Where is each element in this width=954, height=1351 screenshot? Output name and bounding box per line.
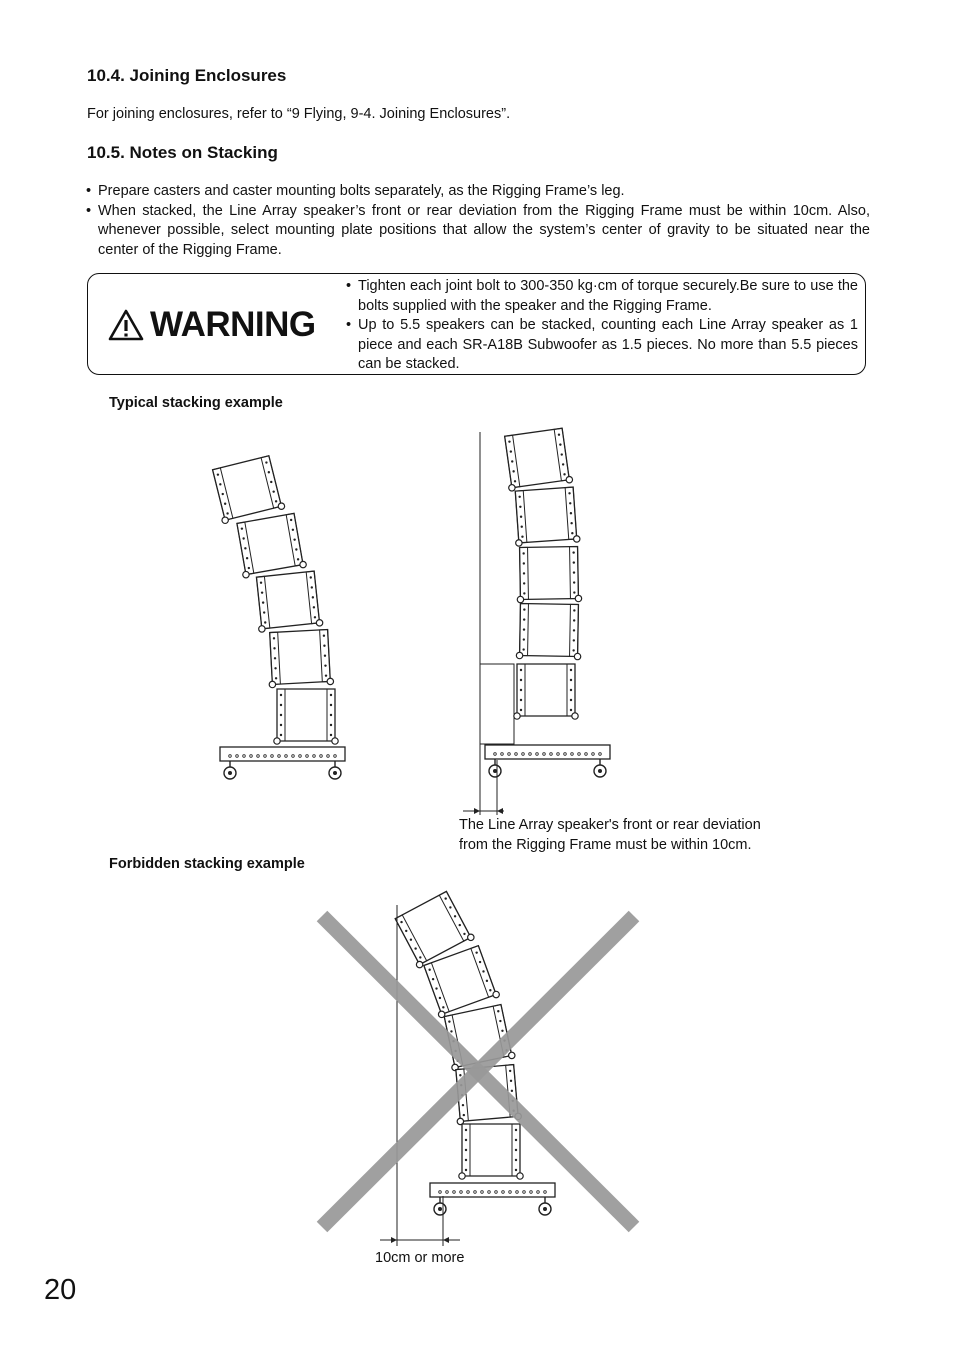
rail-hole [444,897,446,899]
rail-hole [572,551,574,553]
rail-hole [520,709,522,711]
rail-hole [217,473,219,475]
rail-hole [523,582,525,584]
rail-hole [313,606,315,608]
rail-hole [465,1139,467,1141]
joint-bracket [468,934,474,940]
rail-hole [314,616,316,618]
rail-hole [226,512,228,514]
rail-hole [312,596,314,598]
rail-hole [523,618,525,620]
joint-bracket [509,485,515,491]
rail-hole [520,516,522,518]
joint-bracket [332,738,338,744]
rail-hole [297,558,299,560]
rail-hole [523,592,525,594]
rail-hole [573,629,575,631]
rail-hole [265,461,267,463]
rail-hole [569,502,571,504]
rail-hole [521,535,523,537]
rail-hole [515,1159,517,1161]
rail-hole [573,639,575,641]
rail-hole [295,548,297,550]
joint-bracket [516,540,522,546]
caster-hub [438,1207,442,1211]
caster-hub [543,1207,547,1211]
rail-hole [414,947,416,949]
speaker-enclosure [237,513,303,574]
rail-hole [275,677,277,679]
rail-hole [515,1129,517,1131]
caster-hub [228,771,232,775]
arrow-head [391,1237,397,1243]
rail-hole [573,561,575,563]
rail-hole [573,581,575,583]
rail-hole [330,714,332,716]
rigging-frame [430,1183,555,1197]
rail-hole [459,924,461,926]
rail-hole [280,694,282,696]
rail-hole [462,1104,464,1106]
rail-hole [246,557,248,559]
rigging-frame [220,747,345,761]
rail-hole [512,470,514,472]
rail-hole [293,538,295,540]
rail-hole [442,1006,444,1008]
rail-hole [510,450,512,452]
rail-hole [523,572,525,574]
rail-hole [521,526,523,528]
rail-hole [509,1070,511,1072]
speaker-enclosure [505,428,570,488]
rail-hole [499,1020,501,1022]
rail-hole [520,679,522,681]
rail-hole [219,483,221,485]
rail-hole [515,1149,517,1151]
rail-hole [568,492,570,494]
rail-hole [263,611,265,613]
list-item: • Up to 5.5 speakers can be stacked, counting each Line Array speaker as 1 piece and each SR-A18B Subwoofer as 1.5 pieces. No more than 5.5 pieces can be stacked. [346,316,858,375]
rail-hole [448,1020,450,1022]
rail-hole [508,440,510,442]
rail-hole [459,1074,461,1076]
rail-hole [280,724,282,726]
rail-hole [405,930,407,932]
rail-hole [520,669,522,671]
rail-hole [242,537,244,539]
rail-hole [419,956,421,958]
rail-hole [465,1169,467,1171]
joint-bracket [493,991,499,997]
rail-hole [439,997,441,999]
rail-hole [264,621,266,623]
rail-hole [272,490,274,492]
joint-bracket [574,653,580,659]
joint-bracket [574,536,580,542]
rail-hole [515,1139,517,1141]
rail-hole [268,471,270,473]
warning-label: WARNING [150,305,316,344]
rail-hole [520,689,522,691]
rail-hole [562,463,564,465]
rail-hole [501,1030,503,1032]
list-item: • Prepare casters and caster mounting bolts separately, as the Rigging Frame’s leg. [86,182,870,202]
rail-hole [463,1114,465,1116]
rail-hole [570,689,572,691]
rail-hole [428,969,430,971]
rail-hole [515,1169,517,1171]
rail-hole [570,709,572,711]
rail-hole [273,647,275,649]
joint-bracket [575,595,581,601]
speaker-enclosure [277,689,335,741]
typical-caption: Typical stacking example [109,395,283,411]
rail-hole [522,552,524,554]
arrow-head [474,808,480,814]
rail-hole [571,532,573,534]
rail-hole [465,1149,467,1151]
rail-hole [563,473,565,475]
rail-hole [561,453,563,455]
joint-bracket [517,1173,523,1179]
rail-hole [449,906,451,908]
rail-hole [330,724,332,726]
rail-hole [432,978,434,980]
rail-hole [450,1030,452,1032]
rail-hole [570,522,572,524]
rail-hole [520,699,522,701]
speaker-enclosure [462,1124,520,1176]
rail-hole [559,443,561,445]
rail-hole [454,915,456,917]
rail-hole [518,496,520,498]
rail-hole [572,649,574,651]
rail-hole [486,980,488,982]
forbidden-stack-figure [322,891,634,1246]
joint-bracket [517,596,523,602]
rail-hole [280,704,282,706]
joint-bracket [300,561,306,567]
caster-hub [598,769,602,773]
rail-hole [573,591,575,593]
rail-hole [523,608,525,610]
rail-hole [482,970,484,972]
joint-bracket [416,961,422,967]
rail-hole [489,989,491,991]
rail-hole [570,679,572,681]
rail-hole [274,667,276,669]
rail-hole [479,961,481,963]
rail-hole [261,591,263,593]
rail-hole [290,519,292,521]
rail-hole [280,714,282,716]
rail-hole [330,704,332,706]
rail-hole [463,933,465,935]
caster-hub [333,771,337,775]
rail-hole [280,734,282,736]
joint-bracket [459,1173,465,1179]
rail-hole [330,734,332,736]
rail-hole [465,1129,467,1131]
list-item: • When stacked, the Line Array speaker’s front or rear deviation from the Rigging Frame must be within 10cm. Also, whenever possible, select mounting plate positions that allow the system’s center of gravity to be situated near the center of the Rigging Frame. [86,202,870,261]
joint-bracket [222,517,228,523]
joint-bracket [516,652,522,658]
rail-hole [274,657,276,659]
joint-bracket [278,503,284,509]
typical-stack-figure-right [463,428,610,815]
rail-hole [275,500,277,502]
rail-hole [400,921,402,923]
arrow-head [497,808,503,814]
deviation-zone [480,664,514,744]
rail-hole [523,562,525,564]
joint-bracket [327,678,333,684]
forbidden-caption: Forbidden stacking example [109,856,305,872]
rail-hole [325,674,327,676]
rail-hole [523,628,525,630]
deviation-note-line2: from the Rigging Frame must be within 10cm. [459,837,752,853]
rail-hole [514,480,516,482]
page-number: 20 [44,1274,77,1306]
caster-hub [493,769,497,773]
rail-hole [573,619,575,621]
list-item: • Tighten each joint bolt to 300-350 kg·cm of torque securely.Be sure to use the bolts supplied with the speaker and the Rigging Frame. [346,277,858,316]
speaker-enclosure [256,571,319,629]
joint-bracket [509,1052,515,1058]
rail-hole [410,939,412,941]
joining-text: For joining enclosures, refer to “9 Flying, 9-4. Joining Enclosures”. [87,106,511,122]
rail-hole [262,601,264,603]
rail-hole [497,1010,499,1012]
joint-bracket [572,713,578,719]
joint-bracket [259,626,265,632]
rail-hole [260,582,262,584]
rail-hole [435,987,437,989]
rail-hole [324,664,326,666]
rail-hole [241,527,243,529]
joint-bracket [243,571,249,577]
rail-hole [511,1090,513,1092]
rail-hole [324,654,326,656]
joint-bracket [269,681,275,687]
joint-bracket [316,620,322,626]
rail-hole [292,529,294,531]
rail-hole [570,699,572,701]
rail-hole [248,567,250,569]
joint-bracket [514,713,520,719]
joint-bracket [274,738,280,744]
rail-hole [519,506,521,508]
rail-hole [310,576,312,578]
arrow-head [443,1237,449,1243]
rail-hole [523,638,525,640]
rail-hole [270,481,272,483]
rail-hole [511,460,513,462]
joint-bracket [566,477,572,483]
rail-hole [311,586,313,588]
section-heading-joining: 10.4. Joining Enclosures [87,66,287,85]
rail-hole [522,648,524,650]
rail-hole [475,951,477,953]
rail-hole [510,1080,512,1082]
typical-stack-figure-left [213,456,345,779]
rail-hole [558,434,560,436]
rigging-frame [485,745,610,759]
rail-hole [573,571,575,573]
rail-hole [224,503,226,505]
speaker-enclosure [517,664,575,716]
deviation-note-line1: The Line Array speaker's front or rear deviation [459,817,761,833]
rail-hole [323,635,325,637]
rail-hole [222,493,224,495]
rail-hole [465,1159,467,1161]
rail-hole [244,547,246,549]
rail-hole [323,645,325,647]
rail-hole [570,512,572,514]
rail-hole [330,694,332,696]
rail-hole [570,669,572,671]
rail-hole [273,637,275,639]
forbidden-dimension-label: 10cm or more [375,1250,465,1266]
rail-hole [573,609,575,611]
section-heading-stacking: 10.5. Notes on Stacking [87,143,278,162]
